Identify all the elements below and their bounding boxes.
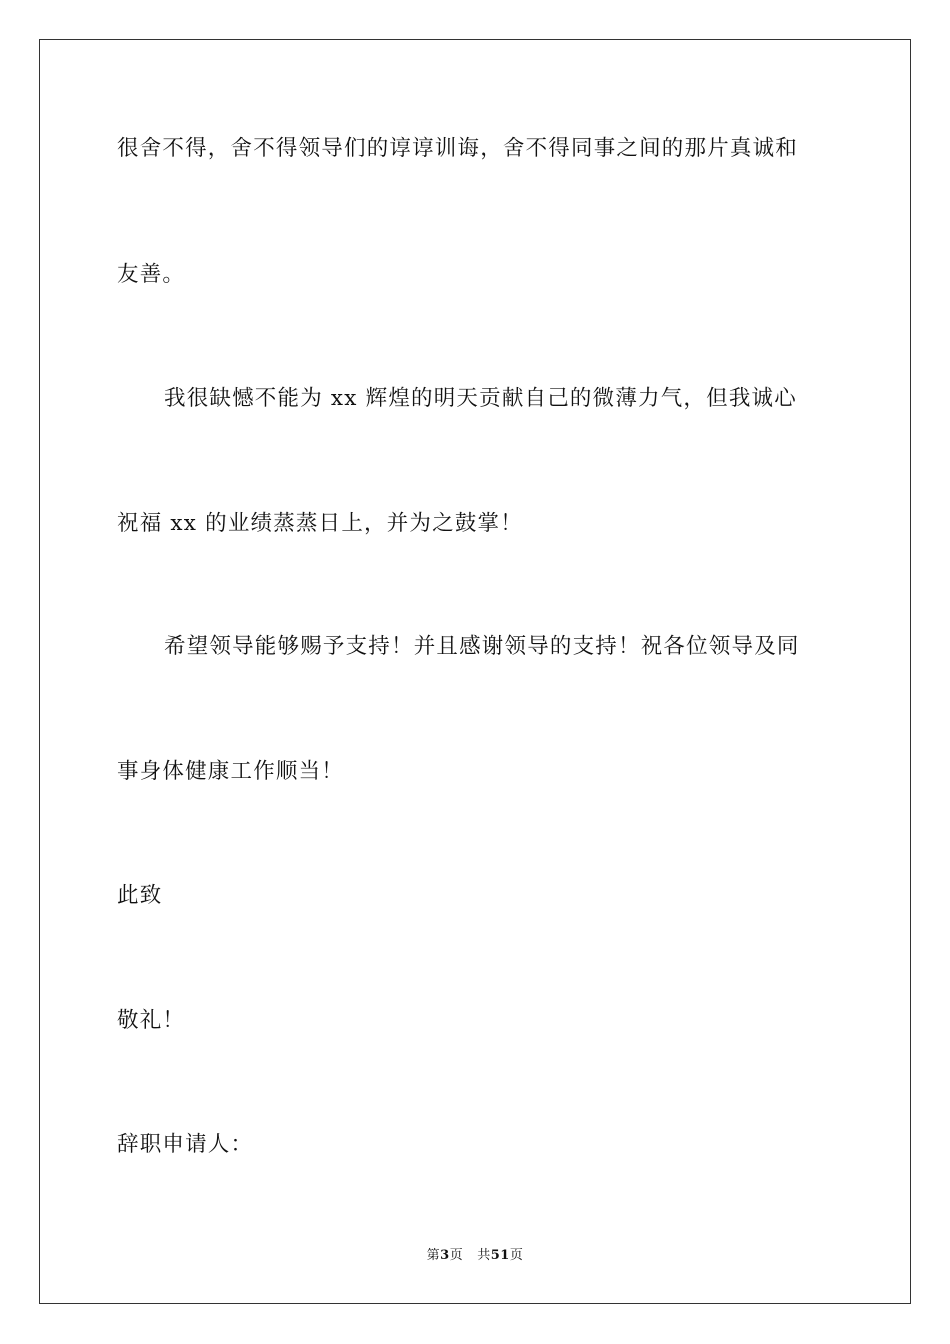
body-line-3: 我很缺憾不能为 xx 辉煌的明天贡献自己的微薄力气，但我诚心 xyxy=(164,386,797,411)
page-footer xyxy=(0,1247,950,1265)
footer-total-pages: 51 xyxy=(490,1248,510,1263)
footer-page-number: 3 xyxy=(440,1248,450,1263)
body-line-2: 友善。 xyxy=(117,262,186,287)
body-line-4: 祝福 xx 的业绩蒸蒸日上，并为之鼓掌！ xyxy=(117,511,523,536)
closing-regards: 敬礼！ xyxy=(117,1008,186,1033)
footer-page-suffix: 页 xyxy=(449,1248,464,1263)
body-line-1: 很舍不得，舍不得领导们的谆谆训诲，舍不得同事之间的那片真诚和 xyxy=(117,136,799,161)
footer-total-prefix: 共 xyxy=(477,1248,491,1263)
body-line-5: 希望领导能够赐予支持！并且感谢领导的支持！祝各位领导及同 xyxy=(164,634,800,659)
footer-total-suffix: 页 xyxy=(509,1248,524,1263)
page-border xyxy=(39,39,911,1304)
footer-page-prefix: 第 xyxy=(426,1248,441,1263)
closing-salutation: 此致 xyxy=(117,883,163,908)
body-line-6: 事身体健康工作顺当！ xyxy=(117,759,345,784)
applicant-label: 辞职申请人： xyxy=(117,1132,254,1157)
